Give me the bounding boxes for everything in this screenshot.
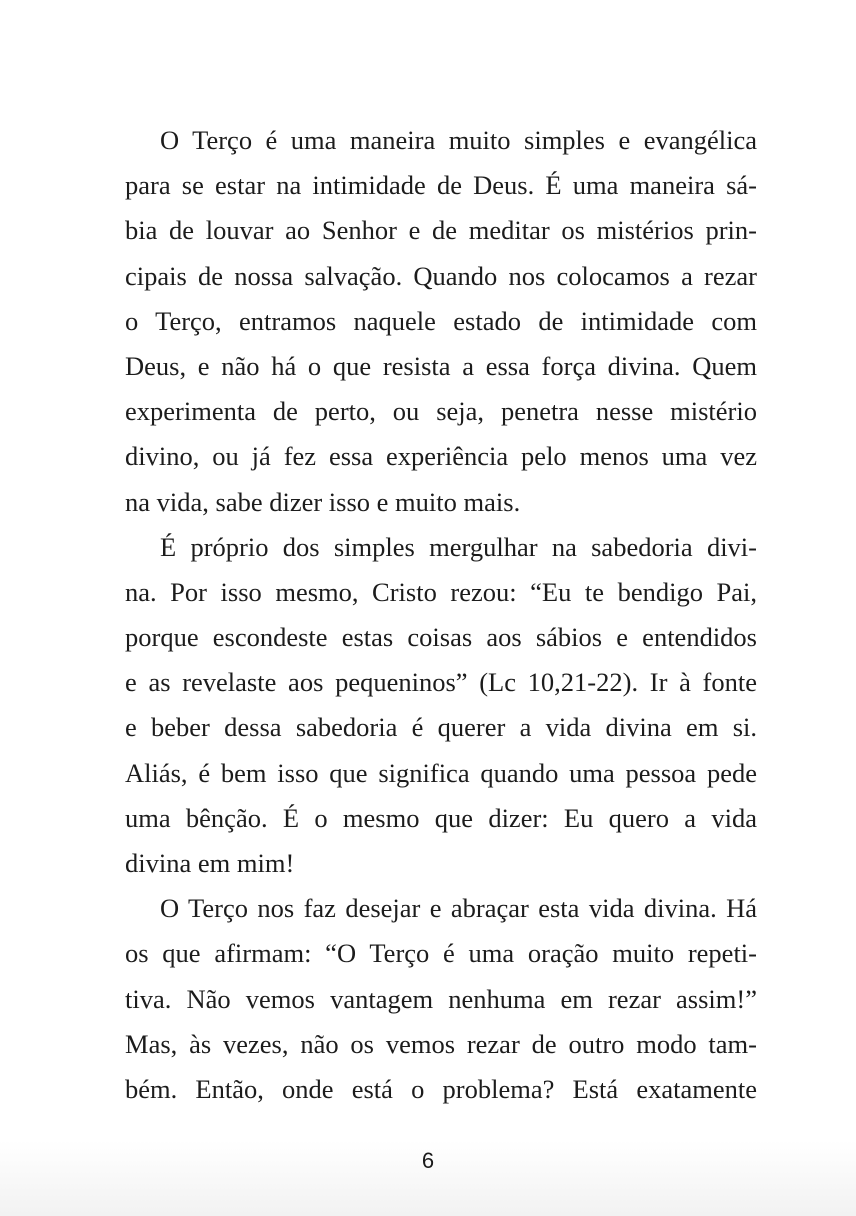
- text-line: divino, ou já fez essa experiência pelo menos uma vez: [125, 441, 757, 472]
- text-line: Aliás, é bem isso que significa quando uma pessoa pede: [125, 757, 757, 788]
- text-line: na. Por isso mesmo, Cristo rezou: “Eu te bendigo Pai,: [125, 576, 757, 607]
- text-line: para se estar na intimidade de Deus. É uma maneira sá-: [125, 170, 757, 201]
- paragraph-1: [125, 118, 757, 525]
- text-line: bia de louvar ao Senhor e de meditar os mistérios prin-: [125, 215, 757, 246]
- text-line: porque escondeste estas coisas aos sábios e entendidos: [125, 622, 757, 653]
- page-body: [125, 118, 757, 1112]
- text-line: O Terço é uma maneira muito simples e evangélica: [160, 125, 757, 155]
- text-line: experimenta de perto, ou seja, penetra nesse mistério: [125, 396, 757, 427]
- text-line: os que afirmam: “O Terço é uma oração muito repeti-: [125, 938, 757, 969]
- text-line: Mas, às vezes, não os vemos rezar de outro modo tam-: [125, 1028, 757, 1059]
- text-line: divina em mim!: [125, 848, 295, 878]
- text-line: e beber dessa sabedoria é querer a vida divina em si.: [125, 712, 757, 743]
- text-line: cipais de nossa salvação. Quando nos colocamos a rezar: [125, 260, 757, 291]
- page-number: 6: [421, 1148, 435, 1173]
- text-line: uma bênção. É o mesmo que dizer: Eu quero a vida: [125, 802, 757, 833]
- text-line: O Terço nos faz desejar e abraçar esta vida divina. Há: [160, 893, 757, 924]
- text-line: É próprio dos simples mergulhar na sabedoria divi-: [160, 531, 757, 562]
- paragraph-3: [125, 886, 757, 1112]
- text-line: e as revelaste aos pequeninos” (Lc 10,21-22). Ir à fonte: [125, 667, 757, 698]
- text-line: tiva. Não vemos vantagem nenhuma em rezar assim!”: [125, 983, 757, 1014]
- paragraph-2: [125, 525, 757, 887]
- text-line: Deus, e não há o que resista a essa força divina. Quem: [125, 350, 757, 381]
- text-line: bém. Então, onde está o problema? Está exatamente: [125, 1073, 757, 1104]
- text-line: o Terço, entramos naquele estado de intimidade com: [125, 305, 757, 336]
- text-line: na vida, sabe dizer isso e muito mais.: [125, 486, 521, 517]
